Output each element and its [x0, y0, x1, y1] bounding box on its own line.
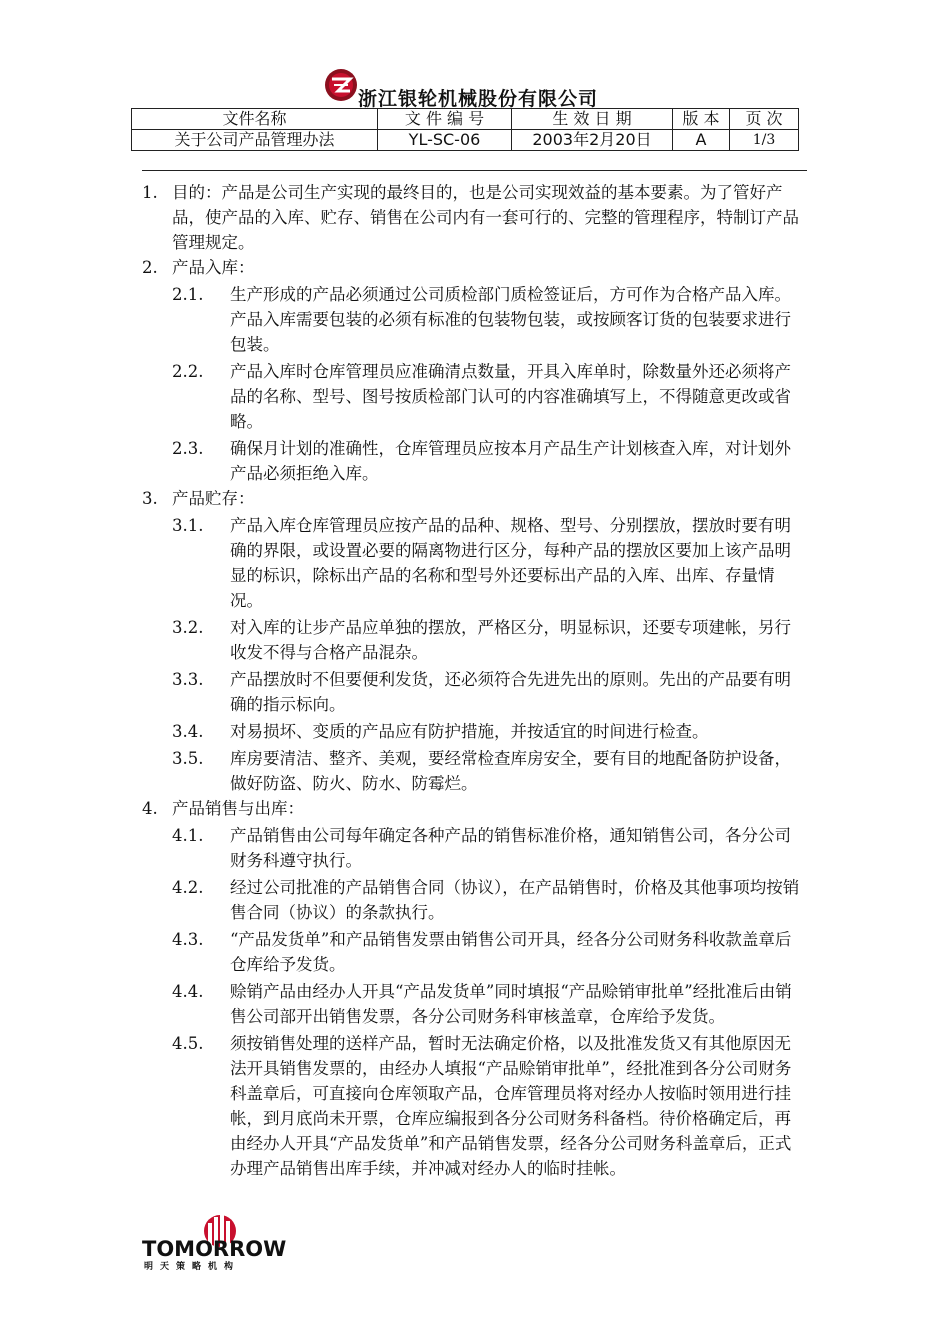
section-3-3: 3.3. 产品摆放时不但要便利发货，还必须符合先进先出的原则。先出的产品要有明确的指示标向。 — [172, 670, 791, 714]
section-4: 4. 产品销售与出库： — [142, 799, 304, 818]
section-4-2: 4.2. 经过公司批准的产品销售合同（协议），在产品销售时，价格及其他事项均按销售合同（协议）的条款执行。 — [172, 878, 800, 922]
section-4-4: 4.4. 赊销产品由经办人开具“产品发货单”同时填报“产品赊销审批单”经批准后由销售公司部开出销售发票，各分公司财务科审核盖章，仓库给予发货。 — [172, 982, 792, 1026]
meta-value-date: 2003年2月20日 — [512, 130, 673, 151]
section-3-1: 3.1. 产品入库仓库管理员应按产品的品种、规格、型号、分别摆放，摆放时要有明确的界限，或设置必要的隔离物进行区分，每种产品的摆放区要加上该产品明显的标识，除标出产品的名称和型号外还要标出产品的入库、出库、存量情况。 — [172, 516, 791, 610]
header-divider — [142, 170, 807, 171]
meta-header-version: 版 本 — [673, 109, 730, 130]
document-body — [142, 180, 807, 1181]
meta-header-title: 文件名称 — [132, 109, 378, 130]
section-4-1: 4.1. 产品销售由公司每年确定各种产品的销售标准价格，通知销售公司，各分公司财务科遵守执行。 — [172, 826, 791, 870]
section-4-5: 4.5. 须按销售处理的送样产品，暂时无法确定价格，以及批准发货又有其他原因无法开具销售发票的，由经办人填报“产品赊销审批单”，经批准到各分公司财务科盖章后，可直接向仓库领取产品，仓库管理员将对经办人按临时领用进行挂帐，到月底尚未开票，仓库应编报到各分公司财务科备档。待价格确定后，再由经办人开具“产品发货单”和产品销售发票，经各分公司财务科盖章后，正式办理产品销售出库手续，并冲减对经办人的临时挂帐。 — [172, 1034, 792, 1178]
tomorrow-logo — [140, 1211, 310, 1271]
meta-header-number: 文 件 编 号 — [378, 109, 512, 130]
meta-header-date: 生 效 日 期 — [512, 109, 673, 130]
section-4-3: 4.3. “产品发货单”和产品销售发票由销售公司开具，经各分公司财务科收款盖章后仓库给予发货。 — [172, 930, 792, 974]
company-name: 浙江银轮机械股份有限公司 — [358, 88, 599, 110]
section-3-5: 3.5. 库房要清洁、整齐、美观，要经常检查库房安全，要有目的地配备防护设备，做好防盗、防火、防水、防霉烂。 — [172, 749, 791, 793]
section-2: 2. 产品入库： — [142, 258, 255, 277]
section-2-2: 2.2. 产品入库时仓库管理员应准确清点数量，开具入库单时，除数量外还必须将产品的名称、型号、图号按质检部门认可的内容准确填写上，不得随意更改或省略。 — [172, 362, 791, 431]
meta-value-number: YL-SC-06 — [378, 130, 512, 151]
section-3-4: 3.4. 对易损坏、变质的产品应有防护措施，并按适宜的时间进行检查。 — [172, 722, 709, 741]
brand-text: TOMORROW — [142, 1237, 287, 1261]
document-header — [0, 62, 950, 108]
meta-header-page: 页 次 — [730, 109, 799, 130]
document-meta-table — [131, 108, 799, 151]
section-3-2: 3.2. 对入库的让步产品应单独的摆放，严格区分，明显标识，还要专项建帐，另行收发不得与合格产品混杂。 — [172, 618, 791, 662]
section-1: 1. 目的：产品是公司生产实现的最终目的，也是公司实现效益的基本要素。为了管好产品，使产品的入库、贮存、销售在公司内有一套可行的、完整的管理程序，特制订产品管理规定。 — [142, 183, 799, 252]
meta-value-page: 1/3 — [730, 130, 799, 151]
company-logo-icon — [324, 68, 358, 102]
section-2-3: 2.3. 确保月计划的准确性，仓库管理员应按本月产品生产计划核查入库，对计划外产品必须拒绝入库。 — [172, 439, 791, 483]
section-3: 3. 产品贮存： — [142, 489, 255, 508]
meta-header-row — [132, 109, 799, 130]
section-2-1: 2.1. 生产形成的产品必须通过公司质检部门质检签证后，方可作为合格产品入库。产品入库需要包装的必须有标准的包装物包装，或按顾客订货的包装要求进行包装。 — [172, 285, 791, 354]
meta-value-title: 关于公司产品管理办法 — [132, 130, 378, 151]
meta-value-row — [132, 130, 799, 151]
brand-cn-text: 明天策略机构 — [144, 1262, 241, 1271]
meta-value-version: A — [673, 130, 730, 151]
